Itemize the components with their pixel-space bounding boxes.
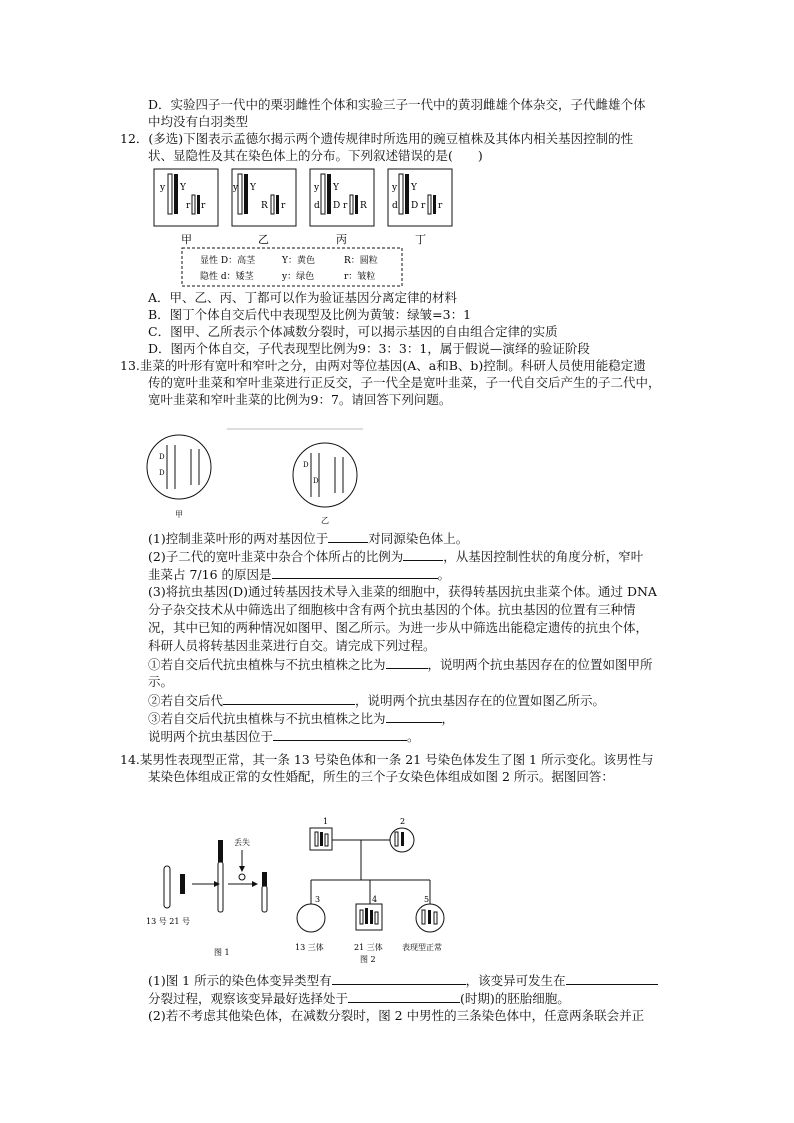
q13-part2: (2)子二代的宽叶韭菜中杂合个体所占的比例为 ，从基因控制性状的角度分析，窄叶: [148, 549, 644, 564]
svg-text:1: 1: [323, 817, 329, 826]
q13-part2-cont: 韭菜占 7/16 的原因是 。: [148, 567, 451, 582]
loss-label: 丢失: [234, 838, 250, 847]
svg-text:D: D: [333, 201, 341, 211]
svg-text:r: r: [421, 201, 426, 211]
answer-blank[interactable]: [348, 990, 460, 1003]
q13-part3-line4: 科研人员将转基因韭菜进行自交。请完成下列过程。: [148, 638, 436, 653]
q13-figure: [145, 425, 365, 525]
svg-text:Y: Y: [180, 183, 186, 193]
q13-stem-line1: 13.韭菜的叶形有宽叶和窄叶之分，由两对等位基因(A、a和B、b)控制。科研人员使用能稳定遗: [120, 358, 646, 373]
q12-figure: [140, 165, 460, 290]
svg-text:y: y: [314, 183, 320, 193]
answer-blank[interactable]: [273, 728, 407, 741]
svg-text:表现型正常: 表现型正常: [402, 943, 442, 952]
figure-2: [295, 817, 444, 964]
q11-option-d: D．实验四子一代中的栗羽雌性个体和实验三子一代中的黄羽雌雄个体杂交，子代雌雄个体: [148, 97, 646, 112]
svg-text:D: D: [303, 461, 309, 469]
svg-text:r: r: [438, 201, 443, 211]
svg-text:r: r: [186, 201, 191, 211]
panel-ding: [388, 169, 452, 226]
svg-text:D: D: [159, 453, 165, 461]
svg-text:R: R: [360, 201, 367, 211]
q13-sub3: ③若自交后代抗虫植株与不抗虫植株之比为 ，: [148, 711, 455, 726]
legend-recessive-d: 隐性 d：矮茎: [200, 272, 254, 282]
q13-sub2: ②若自交后代 ，说明两个抗虫基因存在的位置如图乙所示。: [148, 693, 606, 708]
svg-text:Y: Y: [333, 183, 339, 193]
q13-part3-line2: 分子杂交技术从中筛选出了细胞核中含有两个抗虫基因的个体。抗虫基因的位置有三种情: [148, 602, 636, 617]
svg-text:y: y: [160, 183, 166, 193]
cell-jia: [147, 435, 211, 499]
svg-text:r: r: [201, 201, 206, 211]
figure-1: [146, 837, 267, 957]
svg-text:y: y: [392, 183, 398, 193]
legend-recessive-r: r：皱粒: [344, 272, 376, 282]
panel-label-bing: 丙: [336, 233, 347, 246]
answer-blank[interactable]: [403, 548, 443, 561]
answer-blank[interactable]: [566, 972, 658, 985]
legend-dominant-y: Y：黄色: [282, 256, 315, 266]
q13-sub1: ①若自交后代抗虫植株与不抗虫植株之比为 ，说明两个抗虫基因存在的位置如图甲所: [148, 657, 653, 672]
cell-yi: [293, 443, 357, 507]
q12-stem-line2: 状、显隐性及其在染色体上的分布。下列叙述错误的是( ): [148, 148, 483, 163]
svg-text:D: D: [159, 469, 165, 477]
q11-option-d-continued: 中均没有白羽类型: [148, 114, 249, 129]
q14-part2: (2)若不考虑其他染色体，在减数分裂时，图 2 中男性的三条染色体中，任意两条联会并正: [148, 1008, 645, 1023]
svg-text:5: 5: [424, 895, 430, 904]
svg-text:d: d: [314, 201, 320, 211]
svg-text:D: D: [313, 477, 319, 485]
legend-recessive-y: y：绿色: [282, 272, 315, 282]
svg-text:Y: Y: [411, 183, 417, 193]
q14-part1-cont: 分裂过程，观察该变异最好选择处于 (时期)的胚胎细胞。: [148, 991, 570, 1006]
q13-sub3-cont: 说明两个抗虫基因位于 。: [148, 729, 420, 744]
q13-part3-line3: 况，其中已知的两种情况如图甲、图乙所示。为进一步从中筛选出能稳定遗传的抗虫个体，: [148, 620, 649, 635]
q14-part1: (1)图 1 所示的染色体变异类型有 ，该变异可发生在: [148, 972, 658, 989]
svg-text:13 三体: 13 三体: [295, 943, 324, 952]
svg-text:y: y: [233, 183, 239, 193]
svg-text:d: d: [392, 201, 398, 211]
q13-part1: (1)控制韭菜叶形的两对基因位于 对同源染色体上。: [148, 531, 469, 546]
q13-stem-line2: 传的宽叶韭菜和窄叶韭菜进行正反交，子一代全是宽叶韭菜，子一代自交后产生的子二代中，: [148, 375, 661, 390]
q12-option-b: B．图丁个体自交后代中表现型及比例为黄皱：绿皱=3：1: [148, 307, 472, 322]
answer-blank[interactable]: [272, 566, 438, 579]
q14-figure: [140, 790, 480, 965]
panel-yi: [232, 169, 296, 226]
q12-option-a: A．甲、乙、丙、丁都可以作为验证基因分离定律的材料: [148, 290, 458, 305]
chromosome-label: 13 号 21 号: [146, 917, 190, 926]
answer-blank[interactable]: [386, 710, 442, 723]
answer-blank[interactable]: [328, 530, 368, 543]
svg-text:r: r: [343, 201, 348, 211]
panel-label-ding: 丁: [415, 233, 426, 246]
svg-text:R: R: [261, 201, 268, 211]
q13-part3-line1: (3)将抗虫基因(D)通过转基因技术导入韭菜的细胞中，获得转基因抗虫韭菜个体。通过 DNA: [148, 584, 657, 599]
answer-blank[interactable]: [386, 656, 428, 669]
q12-option-c: C．图甲、乙所表示个体减数分裂时，可以揭示基因的自由组合定律的实质: [148, 324, 558, 339]
answer-blank[interactable]: [223, 692, 355, 705]
q14-stem-line1: 14.某男性表现型正常，其一条 13 号染色体和一条 21 号染色体发生了图 1 所示变化。该男性与: [120, 752, 654, 767]
svg-text:Y: Y: [250, 183, 256, 193]
q13-sub1-cont: 示。: [148, 674, 174, 689]
panel-jia: [154, 169, 218, 226]
cell-label-yi: 乙: [321, 516, 329, 525]
child-3: [297, 904, 325, 932]
q12-stem-line1: 12．(多选)下图表示孟德尔揭示两个遗传规律时所选用的豌豆植株及其体内相关基因控制的性: [120, 131, 634, 146]
cell-label-jia: 甲: [175, 510, 183, 519]
panel-label-yi: 乙: [258, 233, 269, 246]
q13-stem-line3: 宽叶韭菜和窄叶韭菜的比例为9：7。请回答下列问题。: [148, 392, 452, 407]
svg-text:D: D: [411, 201, 419, 211]
panel-bing: [310, 169, 374, 226]
figure-1-caption: 图 1: [214, 948, 230, 957]
svg-text:r: r: [281, 201, 286, 211]
q14-stem-line2: 某染色体组成正常的女性婚配，所生的三个子女染色体组成如图 2 所示。据图回答：: [148, 769, 614, 784]
legend-dominant-r: R：圆粒: [344, 256, 378, 266]
q12-option-d: D．图丙个体自交，子代表现型比例为9：3：3：1，属于假说—演绎的验证阶段: [148, 341, 590, 356]
svg-text:3: 3: [315, 895, 321, 904]
svg-text:21 三体: 21 三体: [354, 943, 383, 952]
svg-text:2: 2: [400, 817, 406, 826]
legend-dominant-d: 显性 D：高茎: [200, 256, 256, 266]
answer-blank[interactable]: [332, 972, 466, 985]
svg-text:4: 4: [372, 895, 378, 904]
figure-2-caption: 图 2: [360, 955, 376, 964]
panel-label-jia: 甲: [181, 233, 192, 246]
